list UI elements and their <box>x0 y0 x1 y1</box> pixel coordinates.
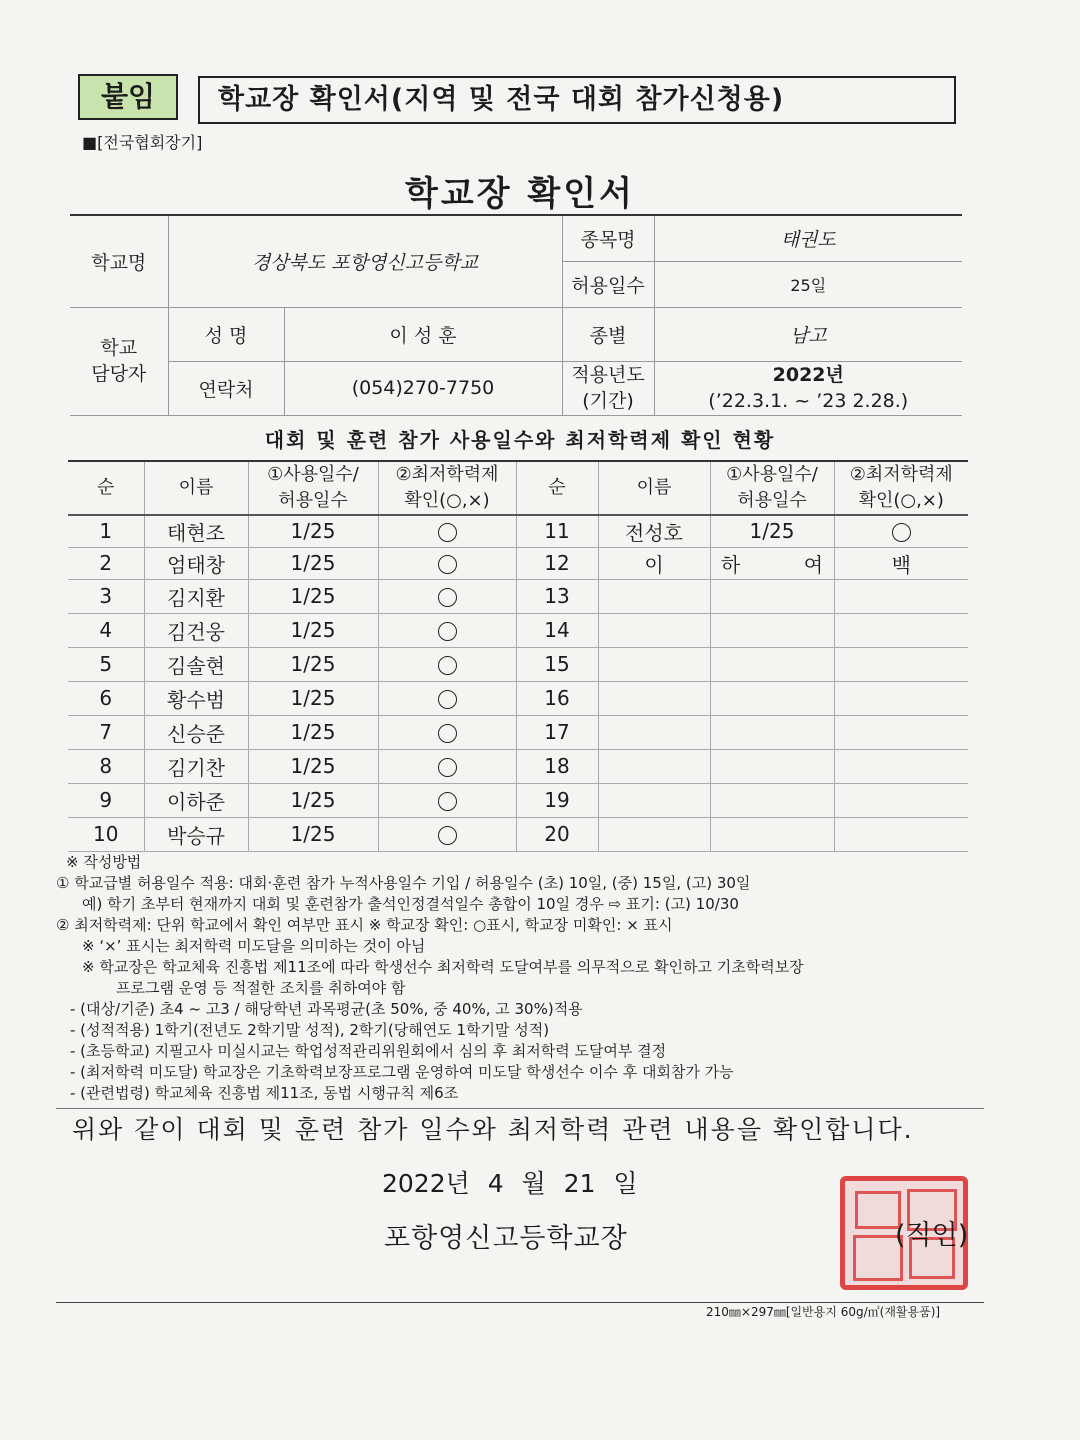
cell-name: 엄태창 <box>144 547 248 579</box>
phone-label: 연락처 <box>168 361 284 415</box>
cell-no: 14 <box>516 613 598 647</box>
table-row <box>68 817 968 851</box>
detail-1: - (대상/기준) 초4 ~ 고3 / 해당학년 과목평균(초 50%, 중 40%, 고 30%)적용 <box>70 1000 583 1018</box>
cell-name: 이 <box>598 547 710 579</box>
table-row <box>68 681 968 715</box>
cell-days <box>710 647 834 681</box>
cell-days: 1/25 <box>248 547 378 579</box>
col-header-days: ①사용일수/ 허용일수 <box>710 461 834 515</box>
cell-days: 하 여 <box>710 547 834 579</box>
detail-5: - (관련법령) 학교체육 진흥법 제11조, 동법 시행규칙 제6조 <box>70 1084 459 1102</box>
cell-days: 1/25 <box>248 783 378 817</box>
check-circle-icon <box>438 758 457 777</box>
category-label: 종별 <box>562 307 654 361</box>
table-row <box>68 783 968 817</box>
cell-name: 전성호 <box>598 515 710 547</box>
cell-days: 1/25 <box>248 515 378 547</box>
cell-no: 20 <box>516 817 598 851</box>
allowed-days-value: 25일 <box>654 261 962 307</box>
confirmation-statement: 위와 같이 대회 및 훈련 참가 일수와 최저학력 관련 내용을 확인합니다. <box>72 1115 914 1144</box>
check-circle-icon <box>892 523 911 542</box>
school-name-label: 학교명 <box>70 215 168 307</box>
col-header-check: ②최저학력제 확인(○,×) <box>834 461 968 515</box>
cell-check <box>834 715 968 749</box>
cell-name <box>598 715 710 749</box>
cell-no: 2 <box>68 547 144 579</box>
cell-check <box>834 783 968 817</box>
check-circle-icon <box>438 826 457 845</box>
cell-check <box>834 749 968 783</box>
section-title: 대회 및 훈련 참가 사용일수와 최저학력제 확인 현황 <box>264 428 776 452</box>
cell-days: 1/25 <box>248 715 378 749</box>
note-2b: ※ 학교장은 학교체육 진흥법 제11조에 따라 학생선수 최저학력 도달여부를 의무적으로 확인하고 기초학력보장 <box>82 958 804 976</box>
roster-body <box>68 515 968 851</box>
col-header-name: 이름 <box>598 461 710 515</box>
note-2a: ※ ‘×’ 표시는 최저학력 미도달을 의미하는 것이 아님 <box>82 937 426 955</box>
table-row <box>68 613 968 647</box>
cell-no: 13 <box>516 579 598 613</box>
cell-days: 1/25 <box>248 749 378 783</box>
cell-days <box>710 681 834 715</box>
divider <box>56 1108 984 1109</box>
table-row <box>68 749 968 783</box>
detail-3: - (초등학교) 지필고사 미실시교는 학업성적관리위원회에서 심의 후 최저학력 도달여부 결정 <box>70 1042 667 1060</box>
cell-days <box>710 715 834 749</box>
cell-days: 1/25 <box>248 817 378 851</box>
cell-no: 12 <box>516 547 598 579</box>
note-1: ① 학교급별 허용일수 적용: 대회·훈련 참가 누적사용일수 기입 / 허용일수 (초) 10일, (중) 15일, (고) 30일 <box>56 874 751 892</box>
cell-check <box>834 579 968 613</box>
year-label: 적용년도 (기간) <box>562 361 654 415</box>
year-cell <box>654 361 962 415</box>
cell-no: 6 <box>68 681 144 715</box>
cell-name <box>598 749 710 783</box>
cell-no: 4 <box>68 613 144 647</box>
check-circle-icon <box>438 656 457 675</box>
check-circle-icon <box>438 792 457 811</box>
table-row <box>68 547 968 579</box>
detail-4: - (최저학력 미도달) 학교장은 기초학력보장프로그램 운영하여 미도달 학생선수 이수 후 대회참가 가능 <box>70 1063 734 1081</box>
table-row <box>68 579 968 613</box>
table-row <box>68 647 968 681</box>
cell-no: 1 <box>68 515 144 547</box>
cell-no: 3 <box>68 579 144 613</box>
detail-2: - (성적적용) 1학기(전년도 2학기말 성적), 2학기(당해연도 1학기말 성적) <box>70 1021 550 1039</box>
name-label: 성 명 <box>168 307 284 361</box>
period-value: (’22.3.1. ~ ’23 2.28.) <box>708 390 909 412</box>
cell-days: 1/25 <box>248 681 378 715</box>
cell-name: 신승준 <box>144 715 248 749</box>
principal-name: 포항영신고등학교장 <box>384 1223 628 1254</box>
cell-check <box>378 681 516 715</box>
cell-days <box>710 783 834 817</box>
cell-days <box>710 817 834 851</box>
cell-name: 이하준 <box>144 783 248 817</box>
cell-name <box>598 579 710 613</box>
cell-check <box>834 647 968 681</box>
cell-check <box>378 579 516 613</box>
cell-name: 김기찬 <box>144 749 248 783</box>
event-label: 종목명 <box>562 215 654 261</box>
allowed-days-label: 허용일수 <box>562 261 654 307</box>
event-value: 태권도 <box>654 215 962 261</box>
cell-check <box>834 817 968 851</box>
check-circle-icon <box>438 690 457 709</box>
cell-check <box>834 681 968 715</box>
contact-person-label: 학교 담당자 <box>70 307 168 415</box>
issue-date: 2022년 4 월 21 일 <box>382 1169 638 1198</box>
cell-name <box>598 681 710 715</box>
cell-no: 18 <box>516 749 598 783</box>
table-row <box>68 715 968 749</box>
cell-check <box>378 515 516 547</box>
cell-check <box>378 613 516 647</box>
cell-check <box>834 515 968 547</box>
note-2: ② 최저학력제: 단위 학교에서 확인 여부만 표시 ※ 학교장 확인: ○표시, 학교장 미확인: × 표시 <box>56 916 673 934</box>
cell-name <box>598 817 710 851</box>
check-circle-icon <box>438 555 457 574</box>
cell-check <box>378 783 516 817</box>
cell-no: 10 <box>68 817 144 851</box>
attachment-label: 붙임 <box>78 74 178 120</box>
cell-days <box>710 749 834 783</box>
cell-name <box>598 783 710 817</box>
cell-name: 태현조 <box>144 515 248 547</box>
cell-no: 16 <box>516 681 598 715</box>
cell-no: 11 <box>516 515 598 547</box>
cell-check <box>834 613 968 647</box>
year-value: 2022년 <box>772 364 844 386</box>
note-2c: 프로그램 운영 등 적절한 조치를 취하여야 함 <box>116 979 406 997</box>
cell-days: 1/25 <box>248 579 378 613</box>
check-circle-icon <box>438 622 457 641</box>
col-header-no: 순 <box>68 461 144 515</box>
cell-name: 김솔현 <box>144 647 248 681</box>
cell-no: 8 <box>68 749 144 783</box>
cell-days <box>710 579 834 613</box>
cell-check <box>378 647 516 681</box>
check-circle-icon <box>438 724 457 743</box>
notes-section <box>56 852 1016 1104</box>
cell-check <box>378 715 516 749</box>
note-1-example: 예) 학기 초부터 현재까지 대회 및 훈련참가 출석인정결석일수 총합이 10일 경우 ⇨ 표기: (고) 10/30 <box>82 895 739 913</box>
contact-name: 이 성 훈 <box>284 307 562 361</box>
cell-name: 황수범 <box>144 681 248 715</box>
paper-spec: 210㎜×297㎜[일반용지 60g/㎡(재활용품)] <box>706 1305 941 1319</box>
cell-no: 7 <box>68 715 144 749</box>
document-title: 학교장 확인서 <box>405 174 635 214</box>
school-name: 경상북도 포항영신고등학교 <box>168 215 562 307</box>
cell-days: 1/25 <box>710 515 834 547</box>
cell-name: 김지환 <box>144 579 248 613</box>
cell-days: 1/25 <box>248 613 378 647</box>
check-circle-icon <box>438 523 457 542</box>
cell-no: 9 <box>68 783 144 817</box>
form-title: 학교장 확인서(지역 및 전국 대회 참가신청용) <box>198 76 956 124</box>
cell-no: 15 <box>516 647 598 681</box>
col-header-name: 이름 <box>144 461 248 515</box>
association-format: ■[전국협회장기] <box>82 133 203 152</box>
cell-days: 1/25 <box>248 647 378 681</box>
col-header-days: ①사용일수/ 허용일수 <box>248 461 378 515</box>
cell-name <box>598 647 710 681</box>
cell-no: 17 <box>516 715 598 749</box>
cell-check <box>378 749 516 783</box>
table-row <box>68 515 968 547</box>
cell-check <box>378 547 516 579</box>
notes-heading: ※ 작성방법 <box>66 853 142 871</box>
col-header-check: ②최저학력제 확인(○,×) <box>378 461 516 515</box>
category-value: 남고 <box>654 307 962 361</box>
roster-table <box>68 460 968 852</box>
cell-days <box>710 613 834 647</box>
school-info-table <box>70 214 962 416</box>
cell-no: 19 <box>516 783 598 817</box>
cell-check <box>378 817 516 851</box>
cell-check: 백 <box>834 547 968 579</box>
cell-name: 박승규 <box>144 817 248 851</box>
phone-value: (054)270-7750 <box>284 361 562 415</box>
cell-name: 김건웅 <box>144 613 248 647</box>
cell-no: 5 <box>68 647 144 681</box>
check-circle-icon <box>438 588 457 607</box>
col-header-no: 순 <box>516 461 598 515</box>
cell-name <box>598 613 710 647</box>
seal-mark-label: (직인) <box>895 1220 969 1251</box>
